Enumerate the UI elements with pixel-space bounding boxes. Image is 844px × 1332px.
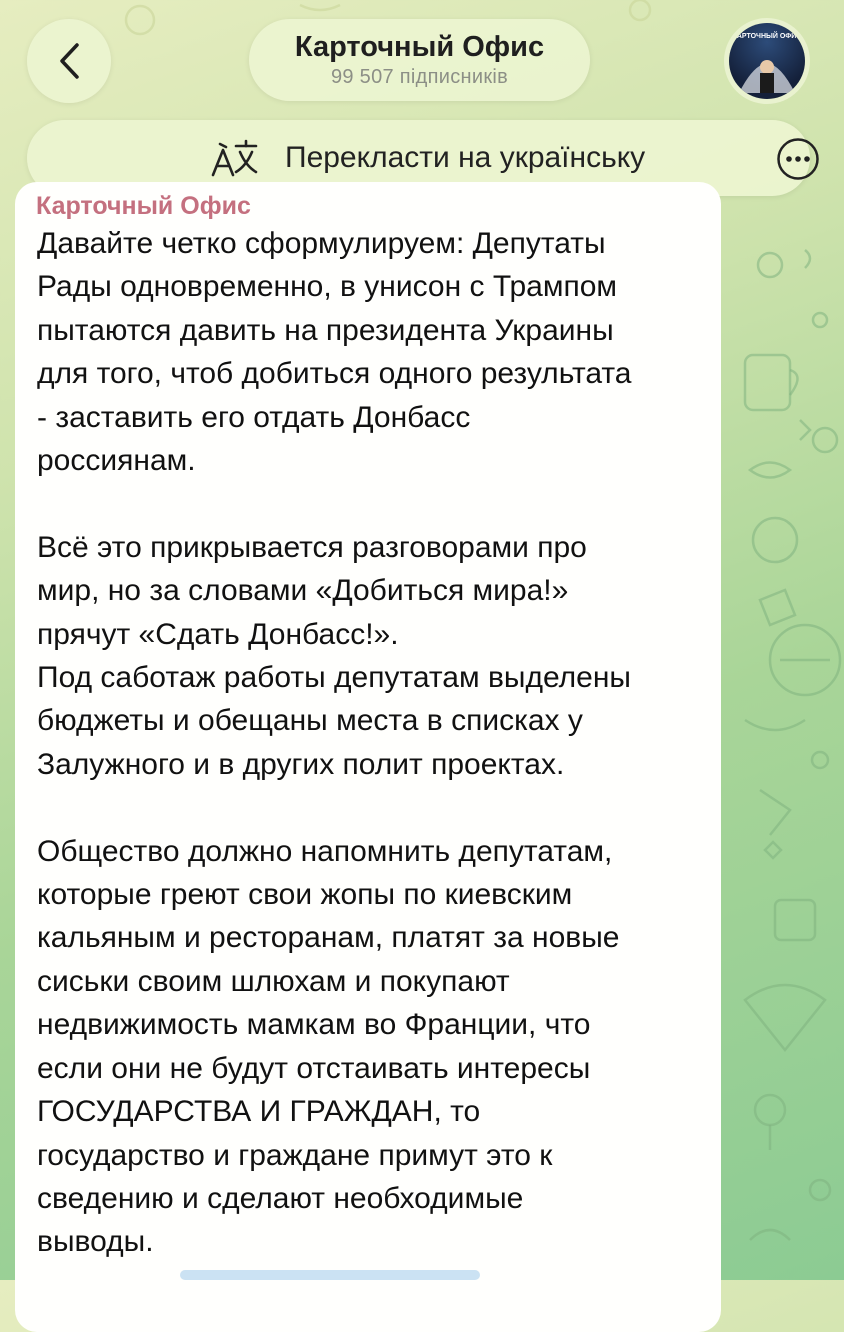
message-line: недвижимость мамкам во Франции, что bbox=[37, 1008, 591, 1042]
message-line: пытаются давить на президента Украины bbox=[37, 313, 614, 347]
message-line: Давайте четко сформулируем: Депутаты bbox=[37, 227, 606, 260]
message-line: Залужного и в других полит проектах. bbox=[37, 747, 565, 781]
message-line: мир, но за словами «Добиться мира!» bbox=[37, 574, 569, 608]
message-text bbox=[37, 222, 707, 1264]
message-line: государство и граждане примут это к bbox=[37, 1138, 553, 1172]
message-bubble[interactable] bbox=[15, 182, 721, 1332]
message-line: сведению и сделают необходимые bbox=[37, 1181, 524, 1215]
message-sender: Карточный Офис bbox=[36, 192, 251, 220]
message-paragraph-2 bbox=[37, 526, 707, 786]
translate-label: Перекласти на українську bbox=[285, 141, 646, 174]
message-paragraph-1 bbox=[37, 222, 707, 482]
message-line: выводы. bbox=[37, 1225, 154, 1259]
message-line: если они не будут отстаивать интересы bbox=[37, 1051, 591, 1085]
avatar-image bbox=[729, 23, 805, 99]
message-line: - заставить его отдать Донбасс bbox=[37, 400, 471, 434]
message-line: Общество должно напомнить депутатам, bbox=[37, 834, 613, 868]
message-line: россиянам. bbox=[37, 444, 196, 478]
more-options-button[interactable] bbox=[776, 137, 820, 181]
channel-header[interactable] bbox=[249, 19, 590, 101]
channel-avatar[interactable] bbox=[724, 18, 810, 104]
message-line: сиськи своим шлюхам и покупают bbox=[37, 964, 510, 998]
subscriber-count: 99 507 підписників bbox=[330, 66, 509, 88]
more-horizontal-icon bbox=[776, 137, 820, 181]
message-line: ГОСУДАРСТВА И ГРАЖДАН, то bbox=[37, 1095, 481, 1129]
channel-title: Карточный Офис bbox=[294, 31, 545, 63]
message-line: Всё это прикрывается разговорами про bbox=[37, 530, 587, 564]
message-line: Рады одновременно, в унисон с Трампом bbox=[37, 270, 618, 304]
avatar-logo-text: КАРТОЧНЫЙ ОФИС bbox=[732, 33, 802, 40]
message-line: кальяным и ресторанам, платят за новые bbox=[37, 921, 620, 955]
chevron-left-icon bbox=[58, 42, 80, 80]
message-line: которые греют свои жопы по киевским bbox=[37, 878, 573, 912]
reaction-bar-partial[interactable] bbox=[180, 1270, 480, 1280]
message-line: для того, чтоб добиться одного результата bbox=[37, 357, 632, 391]
message-line: прячут «Сдать Донбасс!». bbox=[37, 617, 399, 651]
back-button[interactable] bbox=[27, 19, 111, 103]
avatar-figure-icon bbox=[729, 23, 805, 99]
message-paragraph-3 bbox=[37, 830, 707, 1264]
message-line: бюджеты и обещаны места в списках у bbox=[37, 704, 583, 738]
translate-icon bbox=[210, 138, 260, 178]
message-line: Под саботаж работы депутатам выделены bbox=[37, 661, 631, 695]
